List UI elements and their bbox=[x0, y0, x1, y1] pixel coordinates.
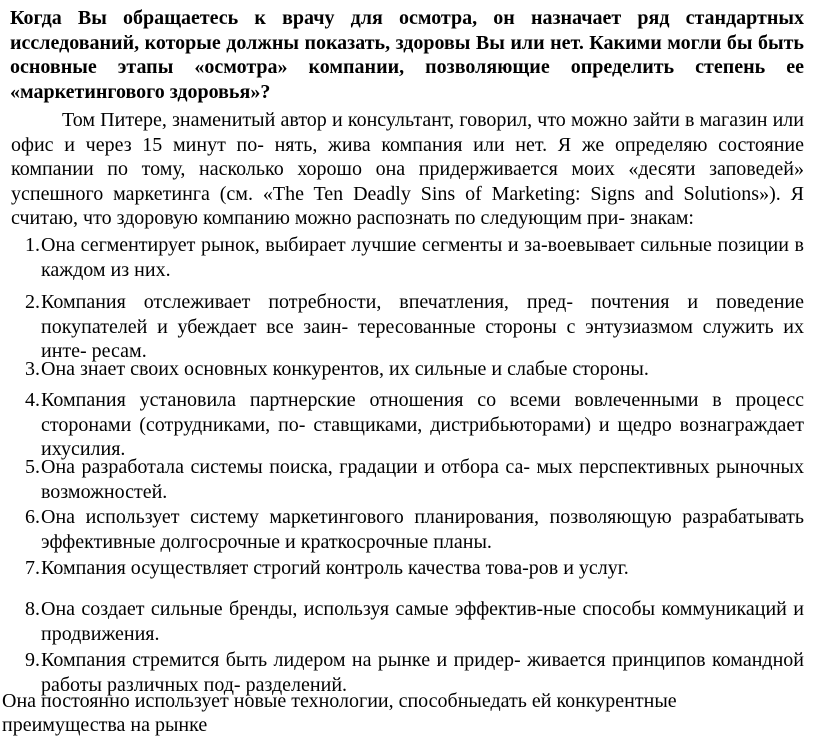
intro-paragraph: Том Питере, знаменитый автор и консультант, говорил, что можно зайти в магазин или офис и через 15 минут по- нять, жива компания или нет. Я же определяю состояние компании по тому, насколько хорошо она придерживается моих «десяти заповедей» успешного маркетинга (см. «The Ten Deadly Sins of Marketing: Signs and Solutions»). Я считаю, что здоровую компанию можно распознать по следующим при- знакам: bbox=[11, 109, 804, 230]
list-item bbox=[22, 357, 804, 382]
list-item bbox=[22, 505, 804, 554]
list-item bbox=[22, 233, 804, 282]
list-item-text: Компания стремится быть лидером на рынке и придер- живается принципов командной работы различных под- разделений. bbox=[41, 649, 804, 696]
closing-statement: Она постоянно использует новые технологии, способныедать ей конкурентные преимущества на рынке bbox=[2, 690, 677, 736]
list-item-number: 2. bbox=[25, 291, 40, 313]
list-item bbox=[22, 388, 804, 462]
list-item-number: 9. bbox=[25, 649, 40, 671]
list-item bbox=[22, 290, 804, 364]
list-item-number: 5. bbox=[25, 456, 40, 478]
list-item-number: 7. bbox=[25, 557, 40, 579]
list-item-number: 6. bbox=[25, 506, 40, 528]
list-item-text: Она создает сильные бренды, используя самые эффектив-ные способы коммуникаций и продвижения. bbox=[41, 598, 804, 645]
list-item-text: Компания установила партнерские отношения со всеми вовлеченными в процесс сторонами (сотрудниками, по- ставщиками, дистрибьюторами) и щедро вознаграждает ихусилия. bbox=[41, 389, 804, 460]
list-item-number: 8. bbox=[25, 598, 40, 620]
list-item bbox=[22, 556, 804, 581]
list-item-text: Она знает своих основных конкурентов, их сильные и слабые стороны. bbox=[41, 358, 649, 380]
list-item-text: Компания отслеживает потребности, впечатления, пред- почтения и поведение покупателей и убеждает все заин- тересованные стороны с энтузиазмом служить их инте- ресам. bbox=[41, 291, 804, 362]
list-item-text: Она сегментирует рынок, выбирает лучшие сегменты и за-воевывает сильные позиции в каждом из них. bbox=[41, 234, 804, 281]
list-item-number: 4. bbox=[25, 389, 40, 411]
list-item-text: Она использует систему маркетингового планирования, позволяющую разрабатывать эффективные долгосрочные и краткосрочные планы. bbox=[41, 506, 804, 553]
list-item-number: 3. bbox=[25, 358, 40, 380]
list-item bbox=[22, 597, 804, 646]
list-item-text: Она разработала системы поиска, градации и отбора са- мых перспективных рыночных возможностей. bbox=[41, 456, 804, 503]
list-item-text: Компания осуществляет строгий контроль качества това-ров и услуг. bbox=[41, 557, 629, 579]
list-item bbox=[22, 455, 804, 504]
list-item-number: 1. bbox=[25, 234, 40, 256]
question-heading: Когда Вы обращаетесь к врачу для осмотра, он назначает ряд стандартных исследований, которые должны показать, здоровы Вы или нет. Какими могли бы быть основные этапы «осмотра» компании, позволяющие определить степень ее «маркетингового здоровья»? bbox=[10, 7, 804, 103]
